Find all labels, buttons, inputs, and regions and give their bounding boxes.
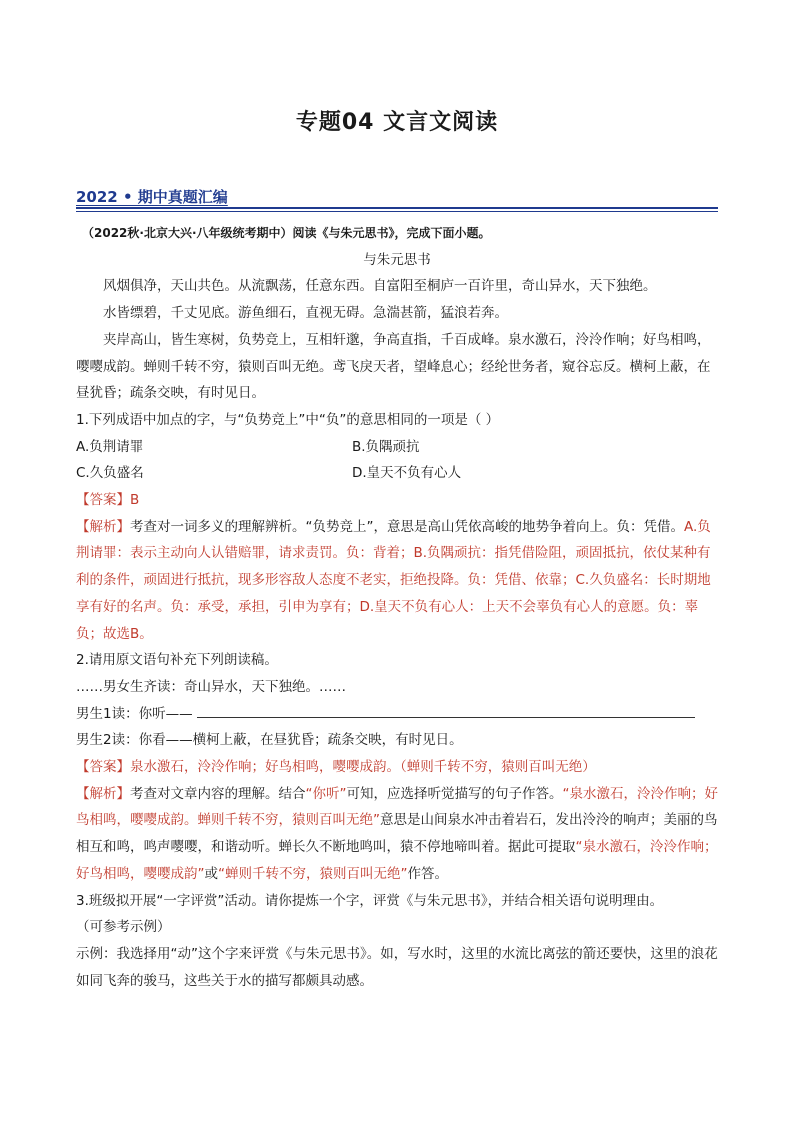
page-title: 专题04 文言文阅读 xyxy=(295,110,499,135)
q2-fill-line xyxy=(76,701,718,728)
q1-analysis-detail: A.负荆请罪：表示主动向人认错赔罪，请求责罚。负：背着；B.负隅顽抗：指凭借险阻，顽固抵抗，依仗某种有利的条件，顽固进行抵抗，现多形容敌人态度不老实，拒绝投降。负：凭借、依靠；C.久负盛名：长时期地享有好的名声。负：承受，承担，引申为享有；D.皇天不负有心人：上天不会辜负有心人的意愿。负：辜负；故选B。 xyxy=(76,518,711,642)
section-heading: 2022 • 期中真题汇编 xyxy=(76,188,228,206)
q2-analysis xyxy=(76,781,718,888)
answer-blank[interactable] xyxy=(197,703,695,718)
analysis-highlight: “你听” xyxy=(305,785,347,802)
q2-stem: 2.请用原文语句补充下列朗读稿。 xyxy=(76,652,278,669)
q2-script-line: 男生2读：你看——横柯上蔽，在昼犹昏；疏条交映，有时见日。 xyxy=(76,732,463,749)
q1-option-b: B.负隅顽抗 xyxy=(352,438,420,455)
q3-example: 示例：我选择用“动”这个字来评赏《与朱元思书》。如，写水时，这里的水流比离弦的箭还要快，这里的浪花如同飞奔的骏马，这些关于水的描写都颇具动感。 xyxy=(76,945,718,989)
analysis-text: 考查对文章内容的理解。结合 xyxy=(130,785,306,802)
analysis-text: 或 xyxy=(204,865,218,882)
analysis-label: 【解析】 xyxy=(76,518,130,535)
q1-options xyxy=(76,434,718,487)
analysis-text: 意思是山间泉水冲击着岩石，发出泠泠的响声；美丽的鸟相互和鸣，鸣声嘤嘤，和谐动听。蝉长久不断地鸣叫，猿不停地啼叫着。据此可提取 xyxy=(76,812,718,856)
answer-label: 【答案】 xyxy=(76,492,130,509)
document-body xyxy=(76,220,718,994)
q3-note: （可参考示例） xyxy=(76,919,171,936)
analysis-text: 可知，应选择听觉描写的句子作答。 xyxy=(346,785,563,802)
q2-boy1-prompt: 男生1读：你听—— xyxy=(76,705,193,722)
question-source: （2022秋·北京大兴·八年级统考期中）阅读《与朱元思书》，完成下面小题。 xyxy=(82,226,491,240)
q1-option-a: A.负荆请罪 xyxy=(76,438,144,455)
analysis-highlight: “泉水激石，泠泠作响；好鸟相鸣，嘤嘤成韵” xyxy=(76,839,718,882)
answer-label: 【答案】 xyxy=(76,759,130,776)
q2-answer-value: 泉水激石，泠泠作响；好鸟相鸣，嘤嘤成韵。（蝉则千转不穷，猿则百叫无绝） xyxy=(130,759,596,776)
passage-paragraph: 风烟俱净，天山共色。从流飘荡，任意东西。自富阳至桐庐一百许里，奇山异水，天下独绝。 xyxy=(103,278,657,295)
section-divider-thin xyxy=(76,211,718,212)
passage-paragraph: 水皆缥碧，千丈见底。游鱼细石，直视无碍。急湍甚箭，猛浪若奔。 xyxy=(103,305,508,322)
q2-answer xyxy=(76,754,718,781)
q1-option-c: C.久负盛名 xyxy=(76,465,144,482)
q1-option-d: D.皇天不负有心人 xyxy=(352,465,462,482)
analysis-highlight: “泉水激石，泠泠作响；好鸟相鸣，嘤嘤成韵。蝉则千转不穷，猿则百叫无绝” xyxy=(76,785,718,829)
analysis-label: 【解析】 xyxy=(76,785,130,802)
section-divider-thick xyxy=(76,207,718,209)
analysis-highlight: “蝉则千转不穷，猿则百叫无绝” xyxy=(218,865,408,882)
q1-answer xyxy=(76,487,718,514)
q3-stem: 3.班级拟开展“一字评赏”活动。请你提炼一个字，评赏《与朱元思书》，并结合相关语句说明理由。 xyxy=(76,892,664,909)
q1-analysis-intro: 考查对一词多义的理解辨析。“负势竞上”，意思是高山凭依高峻的地势争着向上。负：凭借。 xyxy=(130,518,684,535)
q2-script-line: ……男女生齐读：奇山异水，天下独绝。…… xyxy=(76,678,346,695)
q1-analysis xyxy=(76,514,718,648)
analysis-text: 作答。 xyxy=(407,865,448,882)
q1-stem: 1.下列成语中加点的字，与“负势竞上”中“负”的意思相同的一项是（ ） xyxy=(76,411,500,428)
passage-paragraph: 夹岸高山，皆生寒树，负势竞上，互相轩邈，争高直指，千百成峰。泉水激石，泠泠作响；好鸟相鸣，嘤嘤成韵。蝉则千转不穷，猿则百叫无绝。鸢飞戾天者，望峰息心；经纶世务者，窥谷忘反。横柯上蔽，在昼犹昏；疏条交映，有时见日。 xyxy=(76,331,711,402)
q1-answer-value: B xyxy=(130,492,140,509)
passage-title: 与朱元思书 xyxy=(363,251,431,268)
